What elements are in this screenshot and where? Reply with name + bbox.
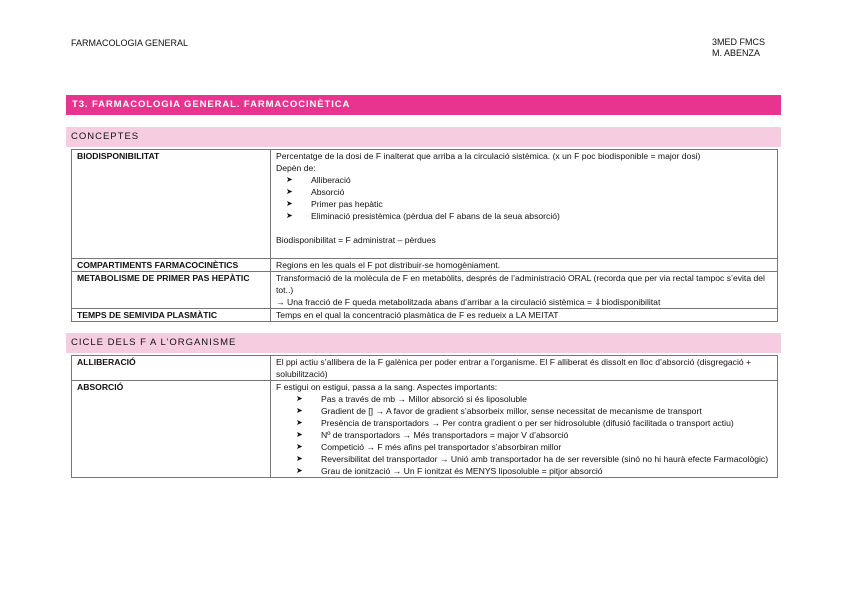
list-item: ➤ Alliberació — [286, 174, 772, 186]
term-cell: ABSORCIÓ — [72, 381, 271, 478]
term-cell: BIODISPONIBILITAT — [72, 150, 271, 259]
cycle-table — [71, 355, 778, 478]
table-row — [72, 309, 778, 322]
list-item: ➤ Reversibilitat del transportador → Unió amb transportador ha de ser reversible (sinó no hi haurà efecte Farmacològic) — [296, 453, 772, 465]
section-concepts-heading: CONCEPTES — [66, 127, 781, 147]
depends-list — [276, 174, 772, 222]
header-course-title: FARMACOLOGIA GENERAL — [71, 38, 189, 48]
definition-cell — [271, 150, 778, 259]
depends-label: Depèn de: — [276, 163, 316, 173]
term-cell: ALLIBERACIÓ — [72, 356, 271, 381]
topic-title-bar: T3. FARMACOLOGIA GENERAL. FARMACOCINÈTICA — [66, 95, 781, 115]
definition-cell — [271, 272, 778, 309]
definition-cell — [271, 381, 778, 478]
list-item: ➤ Presència de transportadors → Per contra gradient o per ser hidrosoluble (difusió facilitada o transport actiu) — [296, 417, 772, 429]
list-item: ➤ Primer pas hepàtic — [286, 198, 772, 210]
definition-text: Percentatge de la dosi de F inalterat que arriba a la circulació sistèmica. (x un F poc biodisponible = major dosi) — [276, 151, 701, 161]
term-cell: TEMPS DE SEMIVIDA PLASMÀTIC — [72, 309, 271, 322]
header-course-code: 3MED FMCS — [712, 37, 766, 47]
definition-note: → Una fracció de F queda metabolitzada abans d’arribar a la circulació sistèmica = ⇓biodisponibilitat — [276, 297, 661, 307]
header-author: M. ABENZA — [712, 48, 761, 58]
table-row — [72, 150, 778, 259]
definition-cell: Regions en les quals el F pot distribuir-se homogèniament. — [271, 259, 778, 272]
term-cell: METABOLISME DE PRIMER PAS HEPÀTIC — [72, 272, 271, 309]
definition-text: Transformació de la molècula de F en metabòlits, després de l’administració ORAL (recorda que per via rectal tampoc s’evita del tot..) — [276, 273, 765, 295]
definition-cell: El ppi actiu s’allibera de la F galènica per poder entrar a l’organisme. El F alliberat és dissolt en lloc d’absorció (disgregació + solubilització) — [271, 356, 778, 381]
list-item: ➤ Eliminació presistèmica (pèrdua del F abans de la seua absorció) — [286, 210, 772, 222]
concepts-table — [71, 149, 778, 322]
list-item: ➤ Absorció — [286, 186, 772, 198]
formula-text: Biodisponibilitat = F administrat – pèrdues — [276, 235, 436, 245]
table-row — [72, 259, 778, 272]
list-item: ➤ Competició → F més afins pel transportador s’absorbiran millor — [296, 441, 772, 453]
table-row — [72, 381, 778, 478]
section-cycle-heading: CICLE DELS F A L’ORGANISME — [66, 333, 781, 353]
definition-text: F estigui on estigui, passa a la sang. Aspectes importants: — [276, 382, 498, 392]
list-item: ➤ Gradient de [] → A favor de gradient s’absorbeix millor, sense necessitat de mecanisme de transport — [296, 405, 772, 417]
table-row — [72, 272, 778, 309]
definition-cell: Temps en el qual la concentració plasmàtica de F es redueix a LA MEITAT — [271, 309, 778, 322]
term-cell: COMPARTIMENTS FARMACOCINÈTICS — [72, 259, 271, 272]
header-author-block — [712, 37, 765, 59]
list-item: ➤ Pas a través de mb → Millor absorció si és liposoluble — [296, 393, 772, 405]
absorption-aspects-list — [276, 393, 772, 477]
list-item: ➤ Nº de transportadors → Més transportadors = major V d’absorció — [296, 429, 772, 441]
list-item: ➤ Grau de ionització → Un F ionitzat és MENYS liposoluble = pitjor absorció — [296, 465, 772, 477]
table-row — [72, 356, 778, 381]
